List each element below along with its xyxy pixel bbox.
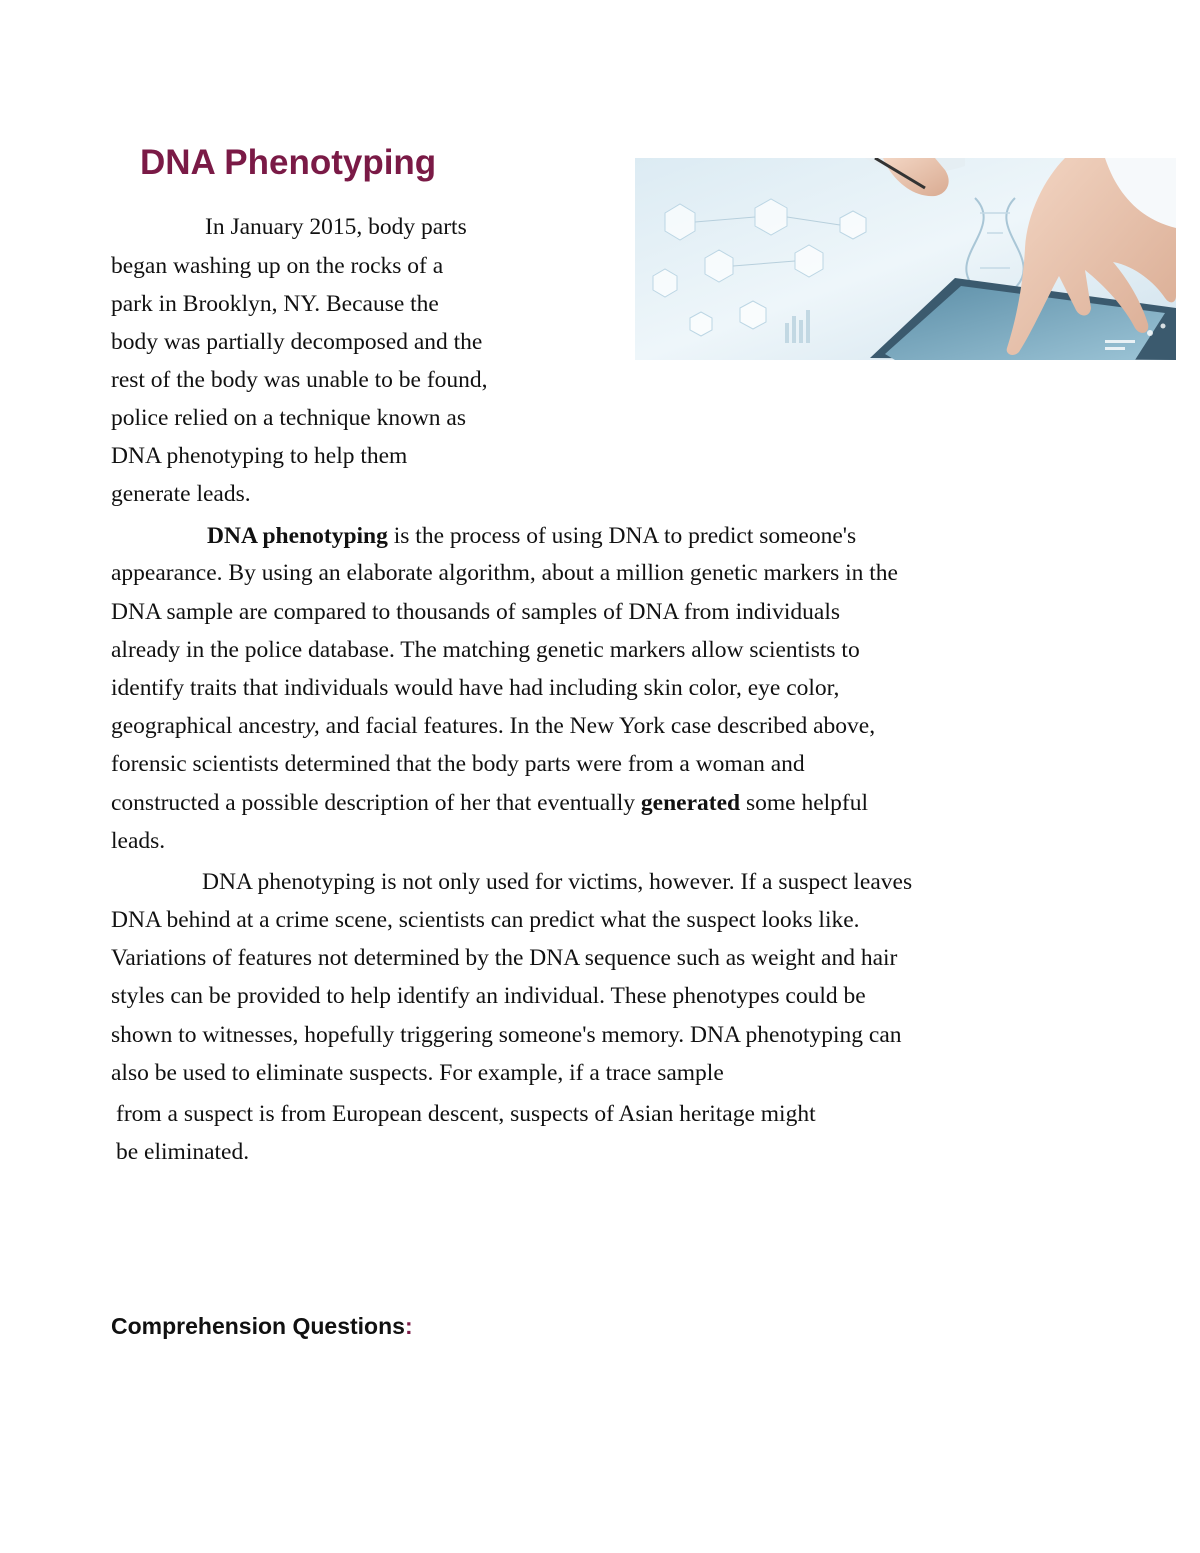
p3-line-7: from a suspect is from European descent, suspects of Asian heritage might (116, 1101, 816, 1127)
p2-line-7: forensic scientists determined that the body parts were from a woman and (111, 751, 805, 777)
p3-line-1: DNA phenotyping is not only used for victims, however. If a suspect leaves (202, 869, 913, 895)
p3-line-4: styles can be provided to help identify an individual. These phenotypes could be (111, 983, 866, 1009)
bold-term: DNA phenotyping (207, 523, 388, 549)
p3-line-8: be eliminated. (116, 1139, 250, 1165)
dna-tablet-image (635, 158, 1176, 360)
p2-line-3: DNA sample are compared to thousands of samples of DNA from individuals (111, 599, 841, 625)
p2-line-1-rest: is the process of using DNA to predict someone's (387, 523, 857, 549)
p3-line-2: DNA behind at a crime scene, scientists can predict what the suspect looks like. (111, 907, 860, 933)
p2-line-8-a: constructed a possible description of her that eventually (111, 790, 641, 816)
p2-line-4: already in the police database. The matching genetic markers allow scientists to (111, 637, 860, 663)
p1-line-8: generate leads. (111, 481, 251, 507)
p2-line-6-b: and facial features. In the New York case described above, (319, 713, 876, 739)
p2-line-6-a: geographical ancestr (111, 713, 305, 739)
p1-line-5: rest of the body was unable to be found, (111, 367, 488, 393)
comprehension-colon: : (404, 1313, 413, 1339)
p1-line-2: began washing up on the rocks of a (111, 253, 444, 279)
p1-line-4: body was partially decomposed and the (111, 329, 483, 355)
p2-line-6 (111, 711, 875, 741)
p2-line-2: appearance. By using an elaborate algorithm, about a million genetic markers in the (111, 560, 898, 586)
comprehension-heading-text: Comprehension Questions (111, 1313, 405, 1339)
p2-line-8-bold: generated (640, 790, 741, 816)
p2-line-9: leads. (111, 828, 166, 854)
p2-line-8-b: some helpful (740, 790, 869, 816)
p1-line-3: park in Brooklyn, NY. Because the (111, 291, 439, 317)
p2-line-8 (111, 788, 868, 818)
p2-line-5: identify traits that individuals would have had including skin color, eye color, (111, 675, 840, 701)
p1-line-6: police relied on a technique known as (111, 405, 466, 431)
p1-line-7: DNA phenotyping to help them (111, 443, 408, 469)
p2-line-6-italic: y, (304, 713, 320, 739)
p3-line-6: also be used to eliminate suspects. For example, if a trace sample (111, 1060, 724, 1086)
document-title: DNA Phenotyping (140, 143, 437, 182)
p1-line-1: In January 2015, body parts (205, 214, 467, 240)
comprehension-heading (111, 1311, 413, 1341)
dna-illustration (635, 158, 1176, 360)
p2-line-1 (207, 521, 856, 551)
p3-line-5: shown to witnesses, hopefully triggering someone's memory. DNA phenotyping can (111, 1022, 902, 1048)
p3-line-3: Variations of features not determined by the DNA sequence such as weight and hair (111, 945, 898, 971)
